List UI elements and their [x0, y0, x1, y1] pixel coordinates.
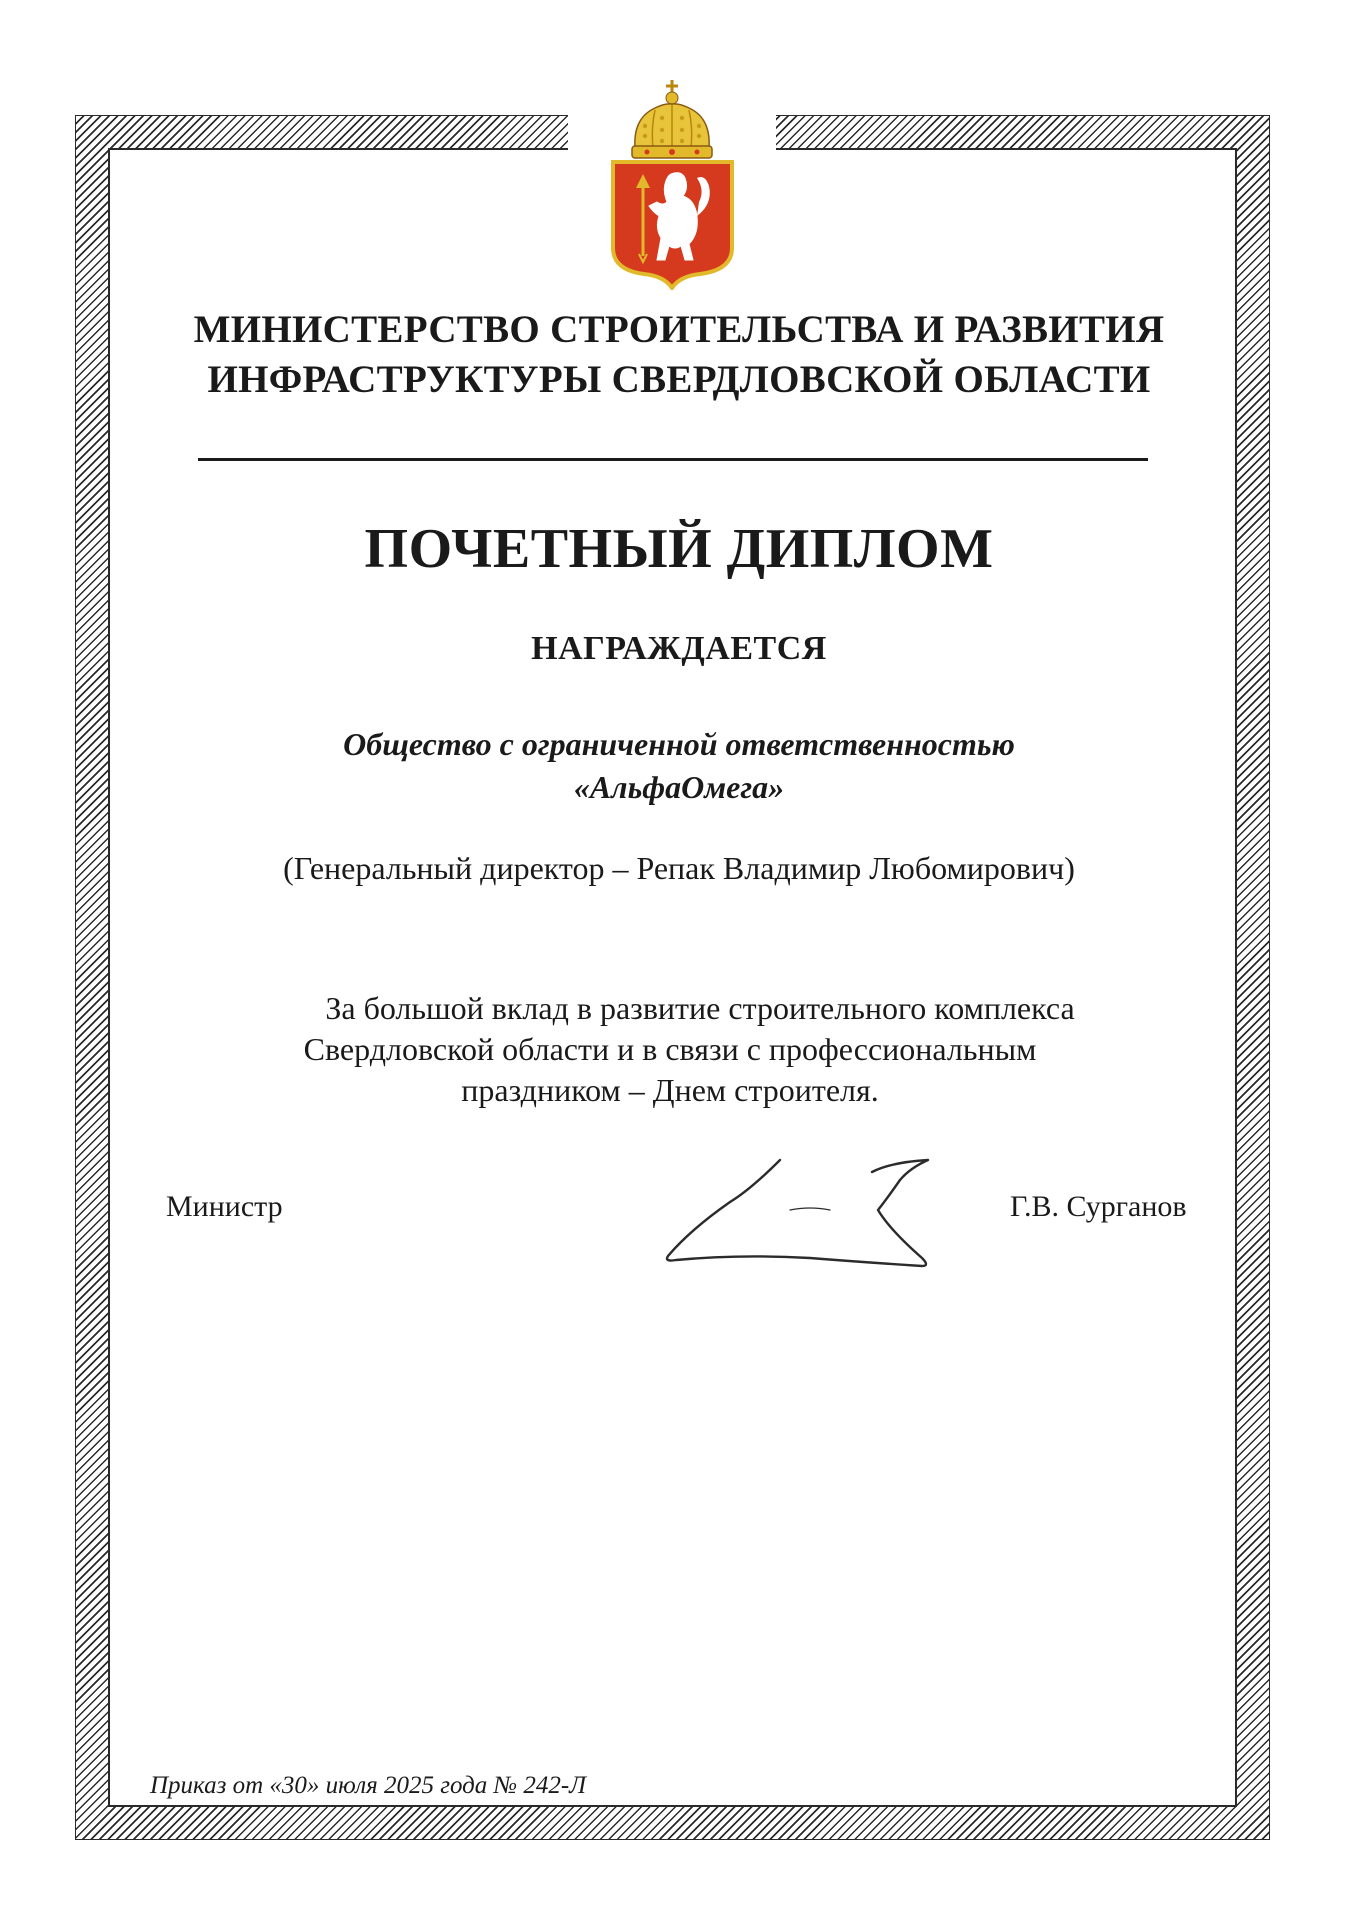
- order-reference: Приказ от «30» июля 2025 года № 242-Л: [150, 1772, 587, 1799]
- recipient-director: (Генеральный директор – Репак Владимир Любомирович): [283, 850, 1075, 886]
- ministry-heading-line1: МИНИСТЕРСТВО СТРОИТЕЛЬСТВА И РАЗВИТИЯ: [193, 308, 1165, 351]
- reason-line2: Свердловской области и в связи с профессиональным: [303, 1031, 1037, 1067]
- award-reason: [200, 988, 1140, 1111]
- ministry-heading-line2: ИНФРАСТРУКТУРЫ СВЕРДЛОВСКОЙ ОБЛАСТИ: [207, 358, 1151, 401]
- awarded-label: НАГРАЖДАЕТСЯ: [531, 630, 827, 667]
- ministry-heading: [140, 305, 1218, 405]
- crown-icon: [632, 80, 712, 158]
- signature-icon: [660, 1150, 980, 1290]
- signatory-name: Г.В. Сурганов: [1010, 1190, 1187, 1223]
- recipient-line2: «АльфаОмега»: [573, 769, 785, 805]
- recipient-organization: [140, 723, 1218, 809]
- recipient-line1: Общество с ограниченной ответственностью: [343, 726, 1015, 762]
- header-divider: [198, 458, 1148, 461]
- signatory-role: Министр: [166, 1190, 283, 1223]
- reason-line1: За большой вклад в развитие строительного комплекса: [325, 990, 1075, 1026]
- diploma-title: ПОЧЕТНЫЙ ДИПЛОМ: [364, 518, 994, 580]
- shield-icon: [613, 162, 732, 288]
- coat-of-arms-icon: [605, 78, 740, 290]
- reason-line3: праздником – Днем строителя.: [461, 1072, 879, 1108]
